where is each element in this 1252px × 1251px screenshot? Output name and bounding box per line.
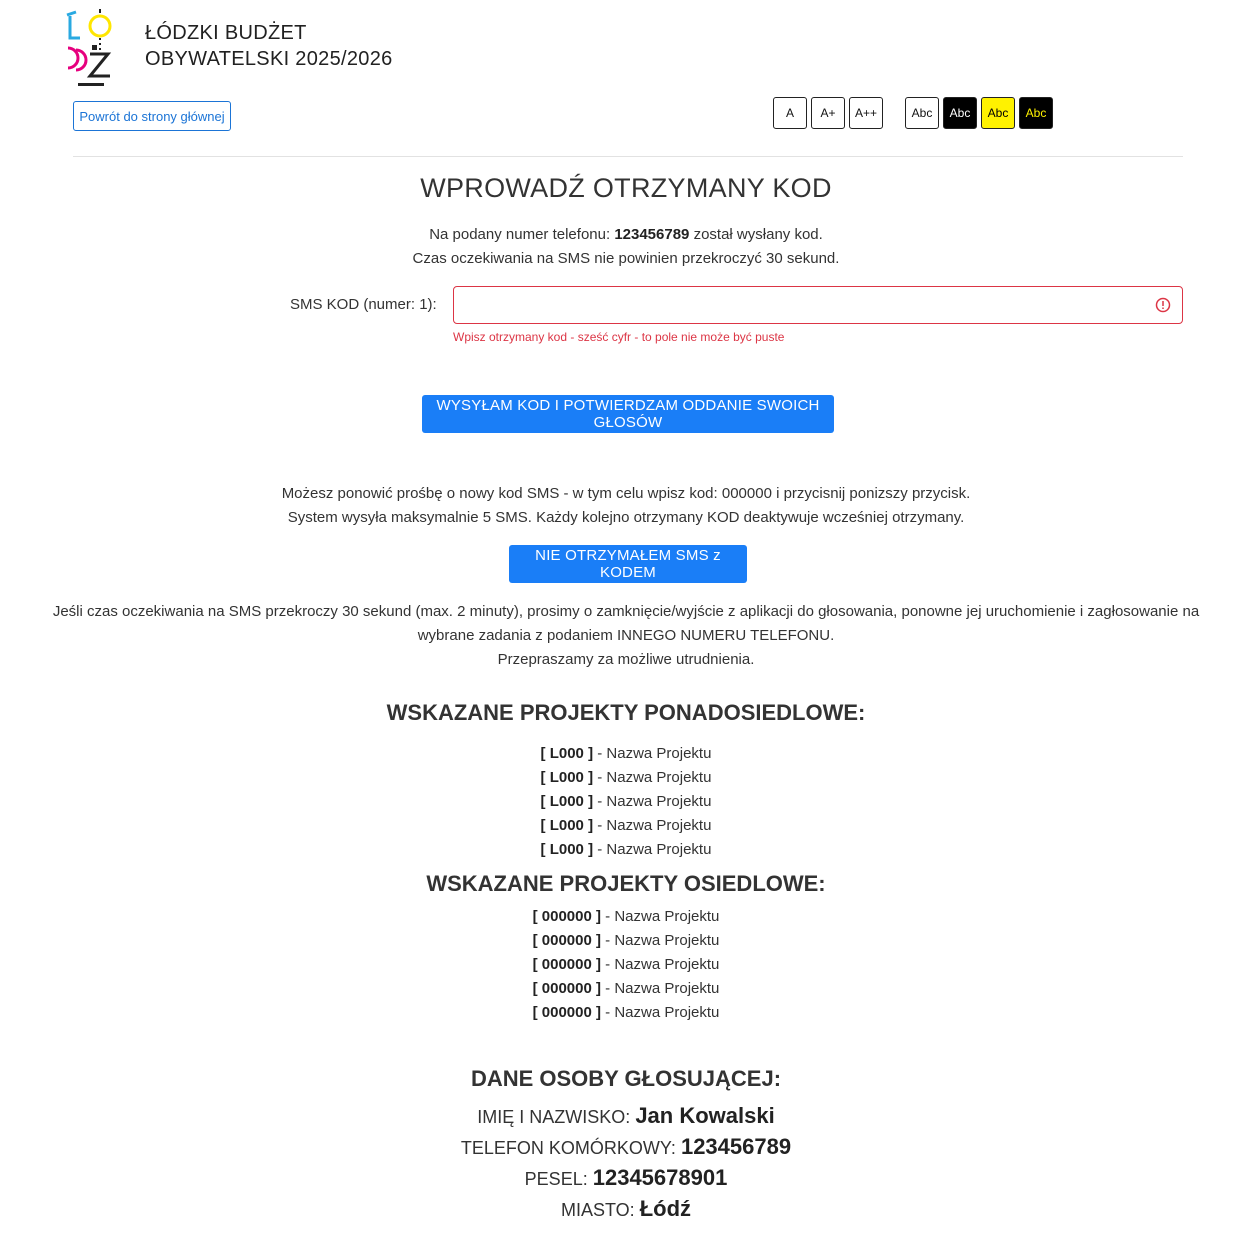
sms-code-input[interactable]: [453, 286, 1183, 324]
list-item: [0, 1001, 1252, 1025]
list-item: [0, 953, 1252, 977]
project-name: - Nazwa Projektu: [593, 817, 712, 834]
phone-info-suffix: został wysłany kod.: [693, 226, 823, 243]
project-code: [ 000000 ]: [532, 932, 601, 949]
header-divider: [73, 156, 1183, 157]
project-name: - Nazwa Projektu: [601, 932, 720, 949]
voter-pesel-row: [0, 1163, 1252, 1194]
wait-info: Czas oczekiwania na SMS nie powinien przekroczyć 30 sekund.: [412, 250, 840, 267]
project-name: - Nazwa Projektu: [593, 841, 712, 858]
page-title: WPROWADŹ OTRZYMANY KOD: [420, 173, 832, 203]
project-name: - Nazwa Projektu: [593, 793, 712, 810]
list-item: [0, 790, 1252, 814]
timeout-note-1: Jeśli czas oczekiwania na SMS przekroczy 30 sekund (max. 2 minuty), prosimy o zamknięcie/wyjście z aplikacji do głosowania, ponowne jej uruchomienie i zagłosowanie na: [52, 603, 1200, 620]
projects-local-title: WSKAZANE PROJEKTY OSIEDLOWE:: [426, 871, 826, 896]
confirm-vote-button[interactable]: WYSYŁAM KOD I POTWIERDZAM ODDANIE SWOICH GŁOSÓW: [422, 395, 834, 433]
list-item: [0, 814, 1252, 838]
brand-line-2: OBYWATELSKI 2025/2026: [145, 48, 393, 70]
project-code: [ L000 ]: [540, 745, 594, 762]
font-size-xlarge-button[interactable]: A++: [849, 97, 883, 129]
projects-local-list: [0, 905, 1252, 1025]
project-name: - Nazwa Projektu: [601, 908, 720, 925]
project-code: [ 000000 ]: [532, 1004, 601, 1021]
back-to-home-button[interactable]: Powrót do strony głównej: [73, 101, 231, 131]
resend-info-2: System wysyła maksymalnie 5 SMS. Każdy kolejno otrzymany KOD deaktywuje wcześniej otrzymany.: [287, 509, 965, 526]
voter-name-value: Jan Kowalski: [635, 1103, 775, 1128]
projects-citywide-list: [0, 742, 1252, 862]
project-name: - Nazwa Projektu: [601, 1004, 720, 1021]
projects-citywide-title: WSKAZANE PROJEKTY PONADOSIEDLOWE:: [386, 700, 866, 725]
brand-title: [145, 20, 393, 72]
voter-phone-row: [0, 1132, 1252, 1163]
resend-sms-button[interactable]: NIE OTRZYMAŁEM SMS z KODEM: [509, 545, 747, 583]
phone-info: [0, 223, 1252, 247]
font-size-large-button[interactable]: A+: [811, 97, 845, 129]
phone-info-prefix: Na podany numer telefonu:: [429, 226, 611, 243]
voter-name-label: IMIĘ I NAZWISKO:: [477, 1107, 631, 1127]
contrast-yellow-button[interactable]: Abc: [981, 97, 1015, 129]
list-item: [0, 905, 1252, 929]
contrast-black-button[interactable]: Abc: [943, 97, 977, 129]
list-item: [0, 977, 1252, 1001]
list-item: [0, 742, 1252, 766]
sms-code-error: Wpisz otrzymany kod - sześć cyfr - to pole nie może być puste: [453, 330, 785, 344]
project-code: [ L000 ]: [540, 793, 594, 810]
voter-title: DANE OSOBY GŁOSUJĄCEJ:: [470, 1066, 782, 1091]
voter-phone-label: TELEFON KOMÓRKOWY:: [460, 1138, 676, 1158]
list-item: [0, 766, 1252, 790]
list-item: [0, 929, 1252, 953]
error-icon: [1155, 297, 1171, 313]
font-size-controls: [773, 97, 883, 129]
project-code: [ 000000 ]: [532, 908, 601, 925]
project-name: - Nazwa Projektu: [593, 769, 712, 786]
voter-name-row: [0, 1101, 1252, 1132]
list-item: [0, 838, 1252, 862]
voter-city-label: MIASTO:: [560, 1200, 635, 1220]
project-code: [ L000 ]: [540, 841, 594, 858]
contrast-controls: [905, 97, 1053, 129]
voter-phone-value: 123456789: [680, 1134, 792, 1159]
project-name: - Nazwa Projektu: [601, 980, 720, 997]
apology-note: Przepraszamy za możliwe utrudnienia.: [497, 651, 755, 668]
timeout-note-2: wybrane zadania z podaniem INNEGO NUMERU TELEFONU.: [417, 627, 835, 644]
brand-line-1: ŁÓDZKI BUDŻET: [145, 22, 307, 44]
project-code: [ L000 ]: [540, 817, 594, 834]
project-code: [ 000000 ]: [532, 956, 601, 973]
contrast-black-yellow-button[interactable]: Abc: [1019, 97, 1053, 129]
sms-code-label: SMS KOD (numer: 1):: [290, 296, 437, 313]
voter-city-value: Łódź: [639, 1196, 692, 1221]
phone-number: 123456789: [614, 226, 690, 243]
project-name: - Nazwa Projektu: [593, 745, 712, 762]
voter-pesel-value: 12345678901: [592, 1165, 728, 1190]
project-name: - Nazwa Projektu: [601, 956, 720, 973]
project-code: [ 000000 ]: [532, 980, 601, 997]
resend-info-1: Możesz ponowić prośbę o nowy kod SMS - w tym celu wpisz kod: 000000 i przycisnij ponizszy przycisk.: [281, 485, 971, 502]
lodz-logo: [58, 8, 124, 88]
voter-details: [0, 1101, 1252, 1225]
voter-city-row: [0, 1194, 1252, 1225]
contrast-default-button[interactable]: Abc: [905, 97, 939, 129]
font-size-normal-button[interactable]: A: [773, 97, 807, 129]
voter-pesel-label: PESEL:: [524, 1169, 588, 1189]
project-code: [ L000 ]: [540, 769, 594, 786]
